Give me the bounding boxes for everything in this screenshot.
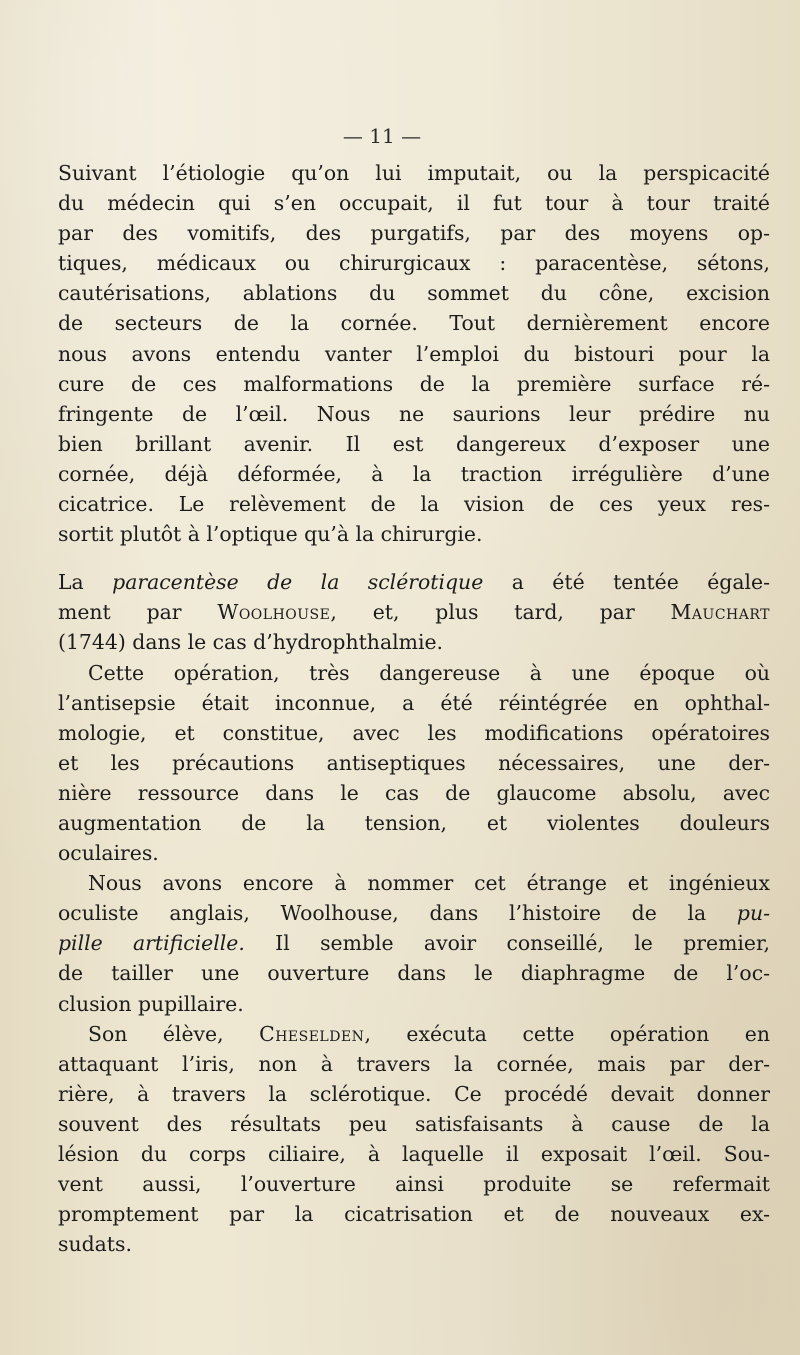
text-line: souvent des résultats peu satisfaisants à cause de la: [58, 1111, 770, 1136]
text-line: mologie, et constitue, avec les modifications opératoires: [58, 720, 770, 745]
paragraph: [58, 1019, 770, 1260]
italic-term: pille artificielle.: [58, 931, 245, 956]
text-line: [58, 928, 770, 958]
text-line: [58, 898, 770, 928]
text-line: oculaires.: [58, 841, 159, 866]
text-line: l’antisepsie était inconnue, a été réintégrée en ophthal-: [58, 690, 770, 715]
text-line: [58, 597, 770, 627]
page-number: — 11 —: [342, 124, 422, 148]
paragraph: [58, 567, 770, 657]
text-line: augmentation de la tension, et violentes douleurs: [58, 810, 770, 835]
text-line: vent aussi, l’ouverture ainsi produite se refermait: [58, 1172, 770, 1197]
author-name: Mauchart: [670, 600, 770, 625]
paragraph: [58, 868, 770, 1018]
italic-term: paracentèse de la sclérotique: [112, 570, 484, 595]
author-name: Cheselden: [259, 1021, 365, 1046]
text-line: [58, 567, 770, 597]
text-line: cicatrice. Le relèvement de la vision de ces yeux res-: [58, 492, 770, 517]
text-line: promptement par la cicatrisation et de nouveaux ex-: [58, 1202, 770, 1227]
text-line: du médecin qui s’en occupait, il fut tour à tour traité: [58, 191, 770, 216]
text-line: cautérisations, ablations du sommet du cône, excision: [58, 281, 770, 306]
paragraph: [58, 158, 770, 549]
text-line: lésion du corps ciliaire, à laquelle il exposait l’œil. Sou-: [58, 1142, 770, 1166]
text-run: a été tentée égale-: [483, 570, 770, 595]
text-line: par des vomitifs, des purgatifs, par des moyens op-: [58, 221, 770, 246]
text-run: oculiste anglais, Woolhouse, dans l’histoire de la: [58, 901, 737, 926]
text-line: fringente de l’œil. Nous ne saurions leur prédire nu: [58, 401, 770, 426]
text-line: sortit plutôt à l’optique qu’à la chirurgie.: [58, 522, 483, 547]
text-line: et les précautions antiseptiques nécessaires, une der-: [58, 750, 770, 775]
text-line: clusion pupillaire.: [58, 991, 244, 1016]
text-line: de tailler une ouverture dans le diaphragme de l’oc-: [58, 961, 770, 986]
author-name: Woolhouse: [217, 600, 331, 625]
text-line: [58, 1019, 770, 1049]
italic-term: pu-: [736, 901, 770, 926]
text-line: (1744) dans le cas d’hydrophthalmie.: [58, 630, 444, 655]
text-line: nière ressource dans le cas de glaucome absolu, avec: [58, 780, 770, 805]
text-line: attaquant l’iris, non à travers la cornée, mais par der-: [58, 1051, 770, 1076]
text-line: de secteurs de la cornée. Tout dernièrement encore: [58, 311, 770, 336]
text-line: sudats.: [58, 1232, 132, 1257]
body-text: [58, 158, 770, 1259]
text-line: nous avons entendu vanter l’emploi du bistouri pour la: [58, 341, 770, 366]
paragraph-gap: [58, 549, 770, 567]
text-line: cornée, déjà déformée, à la traction irrégulière d’une: [58, 461, 770, 486]
paragraph: [58, 658, 770, 869]
text-line: rière, à travers la sclérotique. Ce procédé devait donner: [58, 1081, 770, 1106]
text-line: cure de ces malformations de la première surface ré-: [58, 371, 770, 396]
text-run: Il semble avoir conseillé, le premier,: [244, 931, 770, 956]
text-line: Cette opération, très dangereuse à une époque où: [88, 660, 770, 685]
text-run: ment par: [58, 600, 218, 625]
text-run: La: [58, 570, 113, 595]
text-run: Son élève,: [88, 1021, 260, 1046]
text-line: Suivant l’étiologie qu’on lui imputait, ou la perspicacité: [58, 161, 770, 185]
text-line: Nous avons encore à nommer cet étrange et ingénieux: [88, 871, 770, 896]
text-line: tiques, médicaux ou chirurgicaux : paracentèse, sétons,: [58, 251, 770, 276]
text-line: bien brillant avenir. Il est dangereux d’exposer une: [58, 431, 770, 456]
text-run: , exécuta cette opération en: [364, 1021, 770, 1046]
text-run: , et, plus tard, par: [330, 600, 671, 625]
